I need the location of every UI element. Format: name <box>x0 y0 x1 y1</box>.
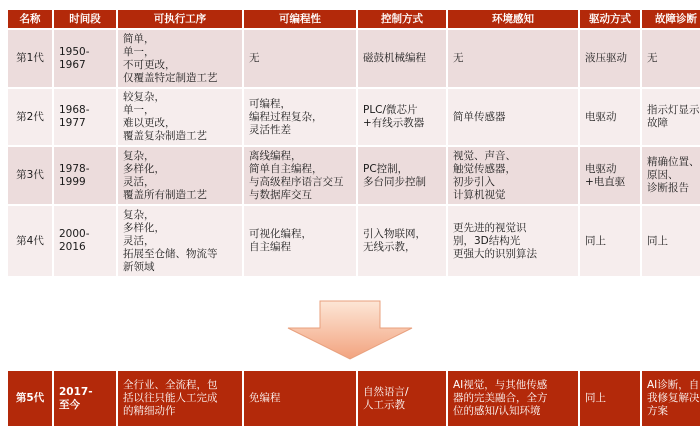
period: 1950- 1967 <box>54 30 116 87</box>
header-period: 时间段 <box>54 10 116 28</box>
down-arrow-icon <box>286 300 414 360</box>
control: 引入物联网， 无线示教， <box>358 206 446 276</box>
processes: 简单， 单一， 不可更改， 仅覆盖特定制造工艺 <box>118 30 242 87</box>
processes: 复杂， 多样化， 灵活， 拓展至仓储、物流等 新领域 <box>118 206 242 276</box>
gen-name: 第3代 <box>8 147 52 204</box>
header-perception: 环境感知 <box>448 10 578 28</box>
control: 自然语言/ 人工示教 <box>358 371 446 426</box>
diagnosis: 指示灯显示 故障 <box>642 89 700 145</box>
gen-name: 第2代 <box>8 89 52 145</box>
perception: 简单传感器 <box>448 89 578 145</box>
perception: 无 <box>448 30 578 87</box>
diagnosis: 无 <box>642 30 700 87</box>
drive: 电驱动 <box>580 89 640 145</box>
control: 磁鼓机械编程 <box>358 30 446 87</box>
header-processes: 可执行工序 <box>118 10 242 28</box>
gen5-table <box>6 369 700 428</box>
header-control: 控制方式 <box>358 10 446 28</box>
period: 2000- 2016 <box>54 206 116 276</box>
control: PLC/微芯片 +有线示教器 <box>358 89 446 145</box>
drive: 电驱动 +电直驱 <box>580 147 640 204</box>
programmability: 可视化编程， 自主编程 <box>244 206 356 276</box>
generations-table <box>6 8 700 278</box>
table-row <box>8 147 700 204</box>
programmability: 无 <box>244 30 356 87</box>
drive: 液压驱动 <box>580 30 640 87</box>
period: 1978- 1999 <box>54 147 116 204</box>
drive: 同上 <box>580 371 640 426</box>
table-row <box>8 206 700 276</box>
programmability: 可编程， 编程过程复杂， 灵活性差 <box>244 89 356 145</box>
header-programmability: 可编程性 <box>244 10 356 28</box>
gen-name: 第1代 <box>8 30 52 87</box>
period: 2017- 至今 <box>54 371 116 426</box>
diagnosis: 精确位置、 原因、 诊断报告 <box>642 147 700 204</box>
control: PC控制， 多台同步控制 <box>358 147 446 204</box>
table-row <box>8 89 700 145</box>
diagnosis: 同上 <box>642 206 700 276</box>
programmability: 免编程 <box>244 371 356 426</box>
perception: 更先进的视觉识 别，3D结构光 更强大的识别算法 <box>448 206 578 276</box>
processes: 复杂， 多样化， 灵活， 覆盖所有制造工艺 <box>118 147 242 204</box>
gen-name: 第5代 <box>8 371 52 426</box>
table-row <box>8 30 700 87</box>
programmability: 离线编程， 简单自主编程， 与高级程序语言交互 与数据库交互 <box>244 147 356 204</box>
header-row <box>8 10 700 28</box>
processes: 较复杂， 单一， 难以更改， 覆盖复杂制造工艺 <box>118 89 242 145</box>
gen-name: 第4代 <box>8 206 52 276</box>
gen5-row <box>8 371 700 426</box>
period: 1968- 1977 <box>54 89 116 145</box>
diagnosis: AI诊断，自 我修复解决 方案 <box>642 371 700 426</box>
perception: 视觉、声音、 触觉传感器， 初步引入 计算机视觉 <box>448 147 578 204</box>
header-diagnosis: 故障诊断 <box>642 10 700 28</box>
processes: 全行业、全流程，包 括以往只能人工完成 的精细动作 <box>118 371 242 426</box>
header-drive: 驱动方式 <box>580 10 640 28</box>
perception: AI视觉，与其他传感 器的完美融合，全方 位的感知/认知环境 <box>448 371 578 426</box>
drive: 同上 <box>580 206 640 276</box>
header-name: 名称 <box>8 10 52 28</box>
